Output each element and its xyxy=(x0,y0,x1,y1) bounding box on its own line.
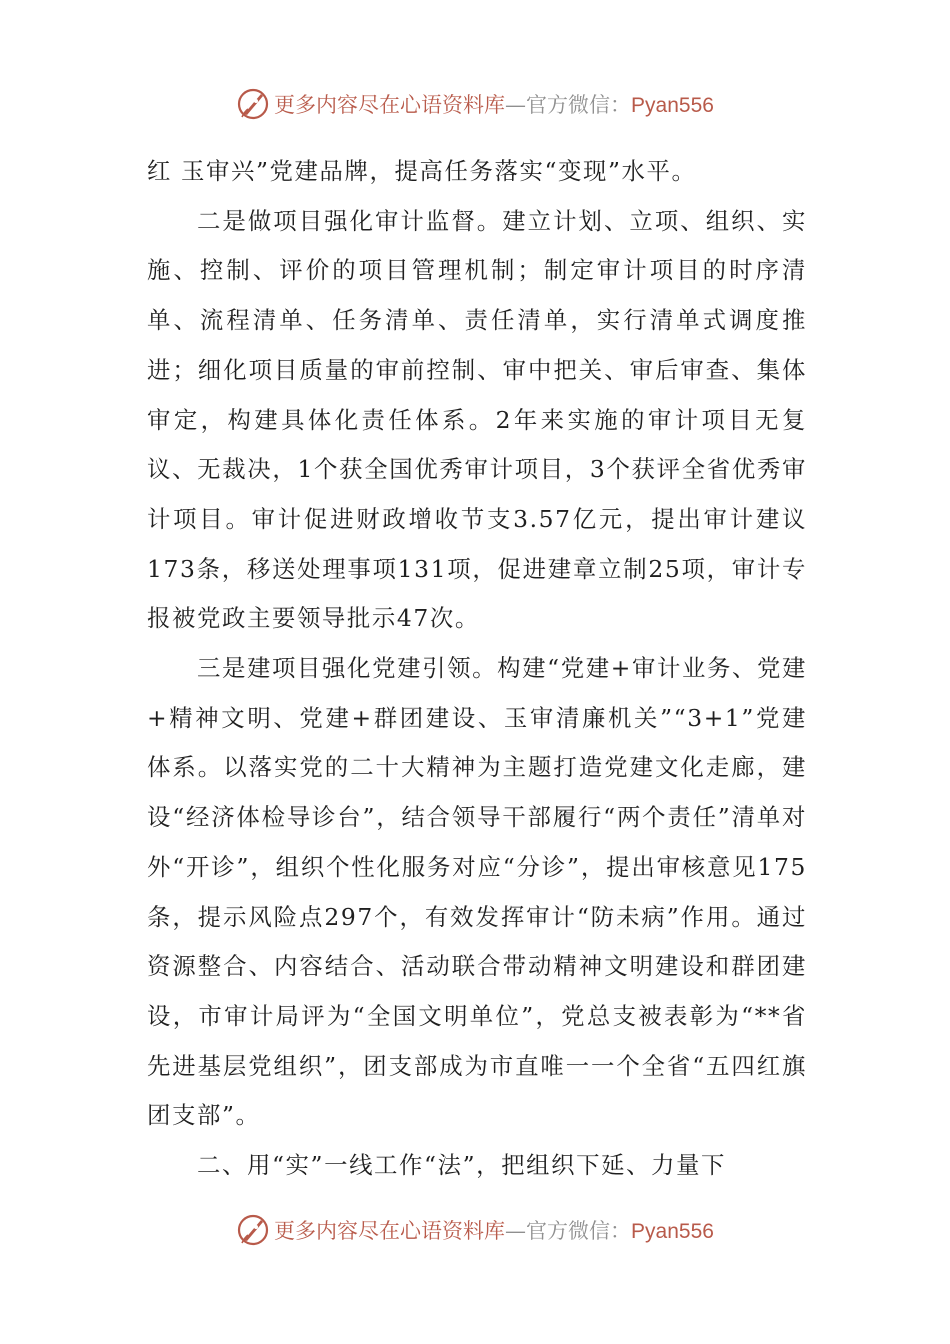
watermark-text xyxy=(274,89,714,119)
watermark-sub: —官方微信： xyxy=(505,1219,632,1243)
paragraph-audit-supervision: 二是做项目强化审计监督。建立计划、立项、组织、实施、控制、评价的项目管理机制；制定审计项目的时序清单、流程清单、任务清单、责任清单，实行清单式调度推进；细化项目质量的审前控制、审中把关、审后审查、集体审定，构建具体化责任体系。2年来实施的审计项目无复议、无裁决，1个获全国优秀审计项目，3个获评全省优秀审计项目。审计促进财政增收节支3.57亿元，提出审计建议173条，移送处理事项131项，促进建章立制25项，审计专报被党政主要领导批示47次。 xyxy=(147,206,807,633)
watermark-sub: —官方微信： xyxy=(505,93,632,117)
quill-logo-icon xyxy=(236,1213,270,1247)
section-heading-2: 二、用“实”一线工作“法”，把组织下延、力量下 xyxy=(197,1151,727,1180)
quill-logo-icon xyxy=(236,87,270,121)
watermark-id: Pyan556 xyxy=(631,94,714,117)
watermark-main: 更多内容尽在心语资料库 xyxy=(274,93,506,117)
document-body xyxy=(147,147,807,1191)
paragraph-party-building: 三是建项目强化党建引领。构建“党建+审计业务、党建+精神文明、党建+群团建设、玉审清廉机关”“3+1”党建体系。以落实党的二十大精神为主题打造党建文化走廊，建设“经济体检导诊台”，结合领导干部履行“两个责任”清单对外“开诊”，组织个性化服务对应“分诊”，提出审核意见175条，提示风险点297个，有效发挥审计“防未病”作用。通过资源整合、内容结合、活动联合带动精神文明建设和群团建设，市审计局评为“全国文明单位”，党总支被表彰为“**省先进基层党组织”，团支部成为市直唯一一个全省“五四红旗团支部”。 xyxy=(147,654,807,1130)
watermark-id: Pyan556 xyxy=(631,1220,714,1243)
watermark-main: 更多内容尽在心语资料库 xyxy=(274,1219,506,1243)
watermark-header xyxy=(0,84,950,124)
watermark-text xyxy=(274,1215,714,1245)
watermark-footer xyxy=(0,1210,950,1250)
paragraph-continuation: 红 玉审兴”党建品牌，提高任务落实“变现”水平。 xyxy=(147,157,697,185)
